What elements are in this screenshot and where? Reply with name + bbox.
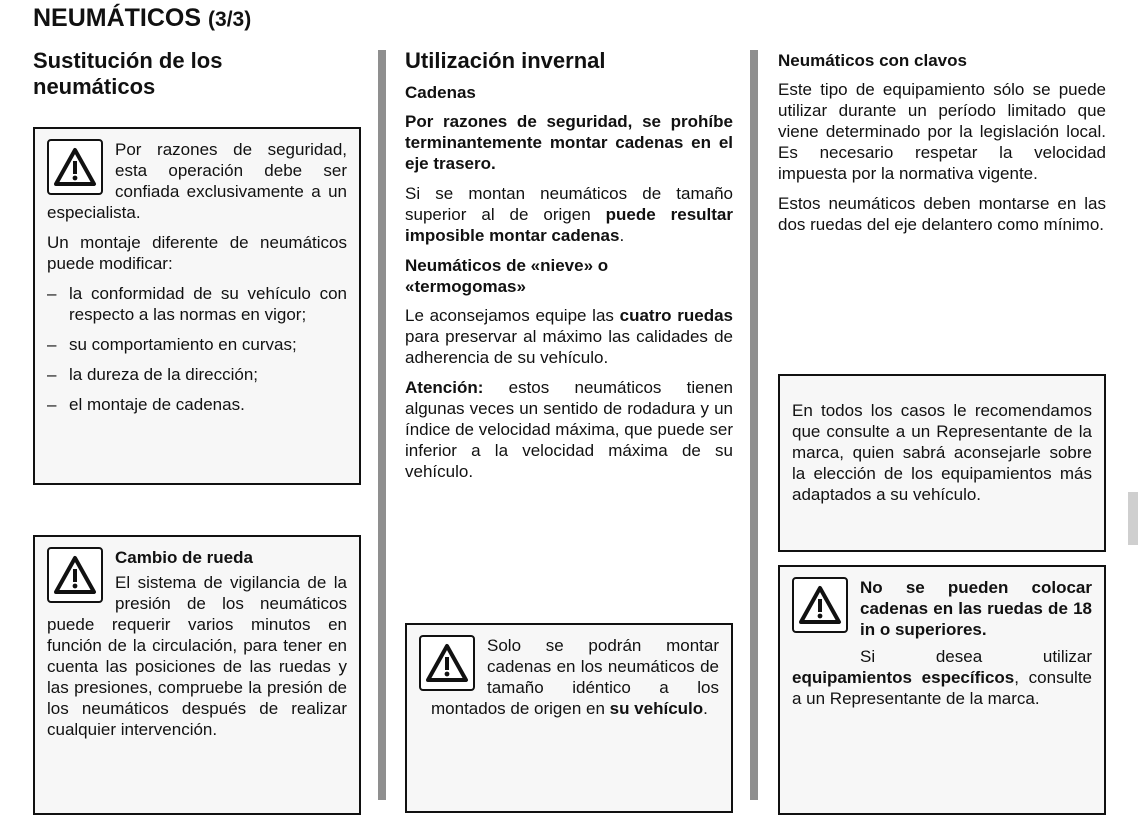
page-title: NEUMÁTICOS (3/3) [33, 4, 252, 32]
column-divider [750, 50, 758, 800]
list-item: – la conformidad de su vehículo con respecto a las normas en vigor; [47, 283, 347, 325]
warning-box: Por razones de seguridad, esta operación debe ser confiada exclusivamente a un especialista. Un montaje diferente de neumáticos puede modificar: – la conformidad de su vehículo con respecto a las normas en vigor; – su comportamiento en curvas; – la dureza de la dirección; – el montaje de cadenas. [33, 127, 361, 485]
warning-box: No se pueden colocar cadenas en las ruedas de 18 in o superiores. Si desea utilizar equipamientos específicos, consulte a un Representante de la marca. [778, 565, 1106, 815]
warning-triangle-icon [47, 139, 103, 195]
list-item: – el montaje de cadenas. [47, 394, 347, 415]
warning-box: Solo se podrán montar cadenas en los neumáticos de tamaño idéntico a los montados de origen en su vehículo. [405, 623, 733, 813]
info-box: En todos los casos le recomendamos que consulte a un Representante de la marca, quien sabrá aconsejarle sobre la elección de los equipamientos más adaptados a su vehículo. [778, 374, 1106, 552]
winter-section: Utilización invernal Cadenas Por razones de seguridad, se prohíbe terminantemente montar cadenas en el eje trasero. Si se montan neumáticos de tamaño superior al de origen puede resultar imposible montar cadenas. Neumáticos de «nieve» o «termogomas» Le aconsejamos equipe las cuatro ruedas para preservar al máximo las calidades de adherencia de su vehículo. Atención: estos neumáticos tienen algunas veces un sentido de rodadura y un índice de velocidad máxima, que puede ser inferior a la velocidad máxima de su vehículo. [405, 48, 733, 481]
warning-triangle-icon [419, 635, 475, 691]
warning-box: Cambio de rueda El sistema de vigilancia de la presión de los neumáticos puede requerir varios minutos en función de la circulación, para tener en cuenta las posiciones de las ruedas y las presiones, compruebe la presión de los neumáticos después de realizar cualquier intervención. [33, 535, 361, 815]
studs-section: Neumáticos con clavos Este tipo de equipamiento sólo se puede utilizar durante un período limitado que viene determinado por la legislación local. Es necesario respetar la velocidad impuesta por la normativa vigente. Estos neumáticos deben montarse en las dos ruedas del eje delantero como mínimo. [778, 51, 1106, 234]
list-item: – su comportamiento en curvas; [47, 334, 347, 355]
warning-triangle-icon [792, 577, 848, 633]
warning-triangle-icon [47, 547, 103, 603]
column-divider [378, 50, 386, 800]
effects-list [47, 283, 347, 415]
section-heading: Sustitución de los neumáticos [33, 48, 223, 99]
list-item: – la dureza de la dirección; [47, 364, 347, 385]
section-tab [1128, 492, 1138, 545]
